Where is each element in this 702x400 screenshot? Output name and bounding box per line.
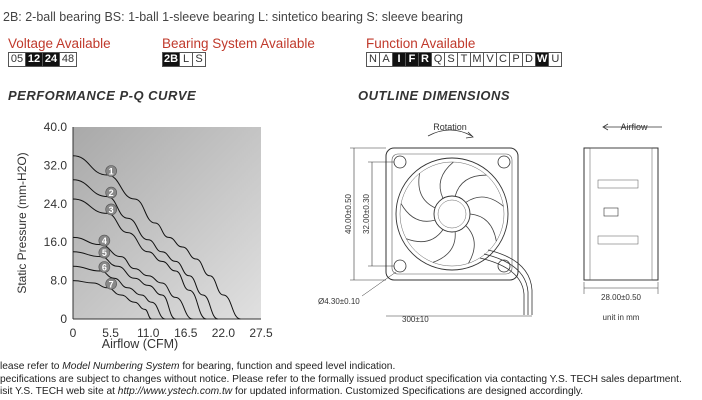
- curve-marker-label-2: 2: [108, 188, 114, 199]
- voltage-code-48: 48: [60, 52, 77, 67]
- note-line-1: lease refer to Model Numbering System for bearing, function and speed level indication.: [0, 361, 396, 372]
- x-tick-label: 11.0: [136, 326, 160, 340]
- voltage-code-05: 05: [8, 52, 26, 67]
- bearing-code-l: L: [180, 52, 193, 67]
- dim-hole-spacing: 32.00±0.30: [362, 194, 371, 234]
- x-tick-label: 22.0: [211, 326, 236, 340]
- dim-lead-length: 300±10: [402, 315, 429, 324]
- y-tick-label: 24.0: [43, 196, 67, 211]
- fan-side-view: [560, 110, 702, 330]
- function-code-r: R: [419, 52, 432, 67]
- voltage-header: Voltage Available: [8, 36, 111, 51]
- function-code-m: M: [471, 52, 484, 67]
- bearing-codes: [162, 52, 206, 67]
- y-axis-label: Static Pressure (mm-H2O): [15, 152, 29, 294]
- pq-curve-chart: [0, 110, 290, 360]
- function-header: Function Available: [366, 36, 476, 51]
- y-tick-label: 16.0: [43, 235, 67, 250]
- x-tick-label: 27.5: [249, 326, 273, 340]
- note-line-3: isit Y.S. TECH web site at http://www.ystech.com.tw for updated information. Customized Specifications are designed accordingly.: [0, 386, 584, 398]
- function-code-t: T: [458, 52, 471, 67]
- fan-side-frame: [584, 148, 658, 280]
- x-axis-label: Airflow (CFM): [101, 337, 179, 351]
- note-line-2: pecifications are subject to changes without notice. Please refer to the formally issued product specification via contacting Y.S. TECH sales department.: [0, 373, 682, 385]
- fan-hub: [434, 196, 470, 232]
- function-code-v: V: [484, 52, 497, 67]
- curve-marker-label-3: 3: [108, 204, 114, 215]
- curve-marker-label-5: 5: [101, 248, 107, 259]
- function-code-p: P: [510, 52, 523, 67]
- y-tick-label: 8.0: [50, 273, 67, 288]
- function-code-i: I: [393, 52, 406, 67]
- plot-area: [73, 127, 261, 319]
- outline-title: OUTLINE DIMENSIONS: [358, 88, 511, 103]
- function-code-a: A: [380, 52, 393, 67]
- bearing-legend: 2B: 2-ball bearing BS: 1-ball 1-sleeve bearing L: sintetico bearing S: sleeve bearing: [3, 10, 463, 24]
- function-code-f: F: [406, 52, 419, 67]
- bearing-code-s: S: [193, 52, 206, 67]
- function-code-c: C: [497, 52, 510, 67]
- voltage-code-12: 12: [26, 52, 43, 67]
- curve-marker-label-1: 1: [108, 166, 114, 177]
- function-code-u: U: [549, 52, 562, 67]
- function-code-s: S: [445, 52, 458, 67]
- curve-marker-label-4: 4: [101, 236, 107, 247]
- voltage-code-24: 24: [43, 52, 60, 67]
- dim-total-height: 40.00±0.50: [344, 194, 353, 234]
- footer-notes: [0, 361, 682, 399]
- function-code-d: D: [523, 52, 536, 67]
- y-tick-label: 0: [60, 312, 67, 326]
- unit-note: unit in mm: [602, 313, 640, 322]
- dim-hole-diameter: Ø4.30±0.10: [318, 297, 360, 306]
- y-tick-label: 40.0: [43, 120, 67, 134]
- x-tick-label: 16.5: [174, 326, 198, 340]
- bearing-header: Bearing System Available: [162, 36, 315, 51]
- function-codes: [366, 52, 562, 67]
- airflow-label: Airflow: [620, 122, 648, 132]
- curve-marker-label-6: 6: [101, 262, 107, 273]
- function-code-w: W: [537, 53, 548, 65]
- x-tick-label: 0: [69, 326, 77, 340]
- x-tick-label: 5.5: [102, 326, 119, 340]
- function-code-q: Q: [432, 52, 445, 67]
- pq-curve-title: PERFORMANCE P-Q CURVE: [8, 88, 197, 103]
- bearing-code-2b: 2B: [164, 53, 179, 65]
- rotation-label: Rotation: [433, 122, 467, 132]
- fan-front-view: [300, 110, 550, 330]
- voltage-codes: [8, 52, 77, 67]
- dim-depth: 28.00±0.50: [601, 293, 641, 302]
- y-tick-label: 32.0: [43, 158, 67, 173]
- curve-marker-label-7: 7: [108, 279, 114, 290]
- function-code-n: N: [366, 52, 380, 67]
